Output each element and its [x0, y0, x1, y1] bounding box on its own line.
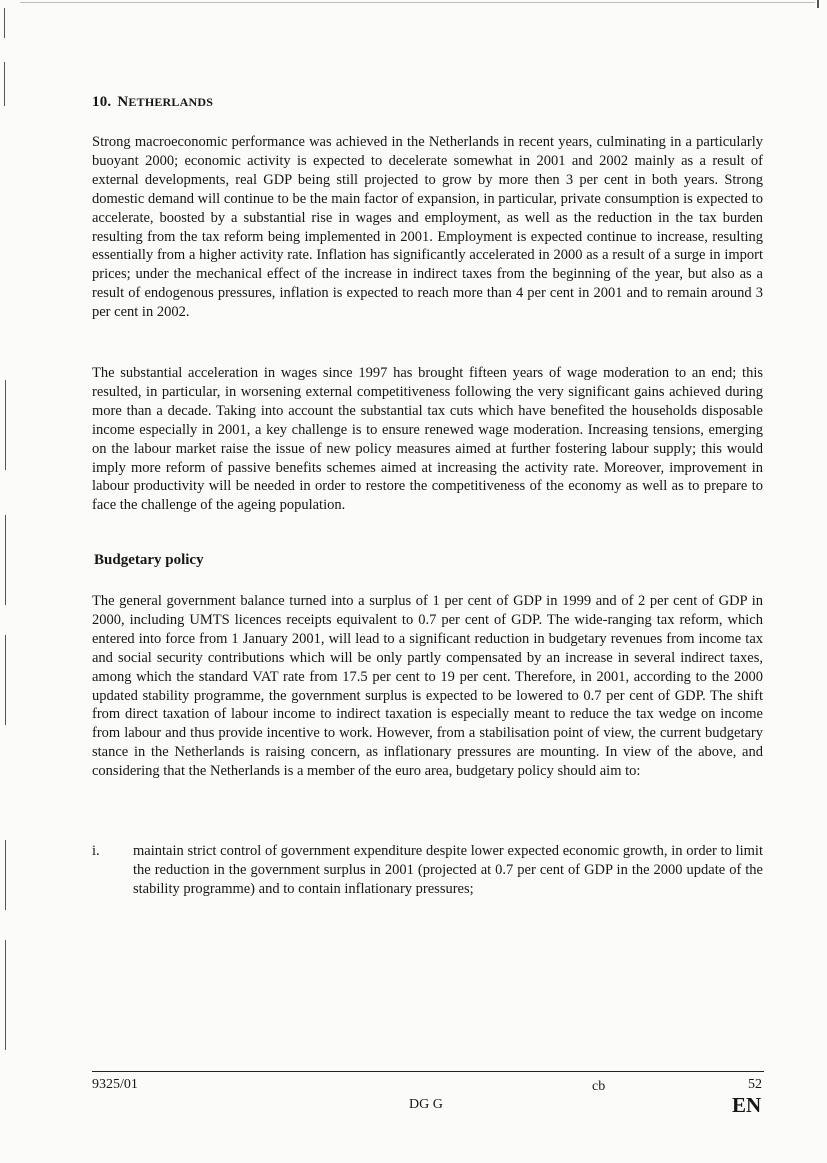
section-number: 10. [92, 94, 112, 110]
footer-language: EN [732, 1093, 762, 1117]
footer-initials: cb [592, 1079, 606, 1094]
scan-top-edge [20, 2, 815, 3]
paragraph-budgetary-policy: The general government balance turned into a surplus of 1 per cent of GDP in 1999 and of 2 per cent of GDP in 2000, including UMTS licences receipts equivalent to 0.7 per cent of GDP. The wide-ranging tax reform, which entered into force from 1 January 2001, will lead to a significant reduction in budgetary revenues from income tax and social security contributions which will be only partly compensated by an increase in several indirect taxes, among which the standard VAT rate from 17.5 per cent to 19 per cent. Therefore, in 2001, according to the 2000 updated stability programme, the government surplus is expected to be lowered to 0.7 per cent of GDP. The shift from direct taxation of labour income to indirect taxation is especially meant to reduce the tax wedge on income from labour and thus provide incentive to work. However, from a stabilisation point of view, the current budgetary stance in the Netherlands is raising concern, as inflationary pressures are mounting. In view of the above, and considering that the Netherlands is a member of the euro area, budgetary policy should aim to: [92, 593, 763, 780]
section-heading [92, 94, 213, 111]
scan-margin-mark [5, 840, 6, 910]
list-item-text: maintain strict control of government expenditure despite lower expected economic growth, in order to limit the reduction in the government surplus in 2001 (projected at 0.7 per cent of GDP in the 2000 update of the stability programme) and to contain inflationary pressures; [133, 843, 763, 897]
scan-corner-mark [817, 0, 819, 8]
footer-doc-ref: 9325/01 [92, 1077, 138, 1092]
scan-margin-mark [4, 8, 5, 38]
subheading-budgetary-policy: Budgetary policy [94, 552, 204, 568]
scan-margin-mark [5, 380, 6, 470]
paragraph-wages-competitiveness: The substantial acceleration in wages since 1997 has brought fifteen years of wage moderation to an end; this resulted, in particular, in worsening external competitiveness following the very significant gains achieved during more than a decade. Taking into account the substantial tax cuts which have benefited the households disposable income especially in 2001, a key challenge is to ensure renewed wage moderation. Increasing tensions, emerging on the labour market raise the issue of new policy measures aimed at further fostering labour supply; this would imply more reform of passive benefits schemes aimed at increasing the activity rate. Moreover, improvement in labour productivity will be needed in order to restore the competitiveness of the economy as well as to prepare to face the challenge of the ageing population. [92, 365, 763, 514]
section-title-rest: ETHERLANDS [128, 95, 214, 109]
paragraph-macroeconomic-outlook: Strong macroeconomic performance was achieved in the Netherlands in recent years, culminating in a particularly buoyant 2000; economic activity is expected to decelerate somewhat in 2001 and 2002 mainly as a result of external developments, real GDP being still projected to grow by more then 3 per cent in both years. Strong domestic demand will continue to be the main factor of expansion, in particular, private consumption is expected to accelerate, boosted by a substantial rise in wages and employment, as well as the reduction in the tax burden resulting from the tax reform being implemented in 2001. Employment is expected continue to increase, resulting essentially from a higher activity rate. Inflation has significantly accelerated in 2000 as a result of a surge in import prices; under the mechanical effect of the increase in indirect taxes from the beginning of the year, but also as a result of endogenous pressures, inflation is expected to reach more than 4 per cent in 2001 and to remain around 3 per cent in 2002. [92, 134, 763, 321]
footer-dg: DG G [409, 1097, 443, 1112]
scan-margin-mark [4, 62, 5, 106]
scan-margin-mark [5, 940, 6, 1050]
footer-page-number: 52 [748, 1077, 762, 1092]
section-title-initial: N [117, 94, 129, 110]
scan-margin-mark [5, 515, 6, 605]
scan-margin-mark [5, 635, 6, 725]
footer-divider [92, 1071, 764, 1072]
list-marker: i. [92, 843, 100, 859]
